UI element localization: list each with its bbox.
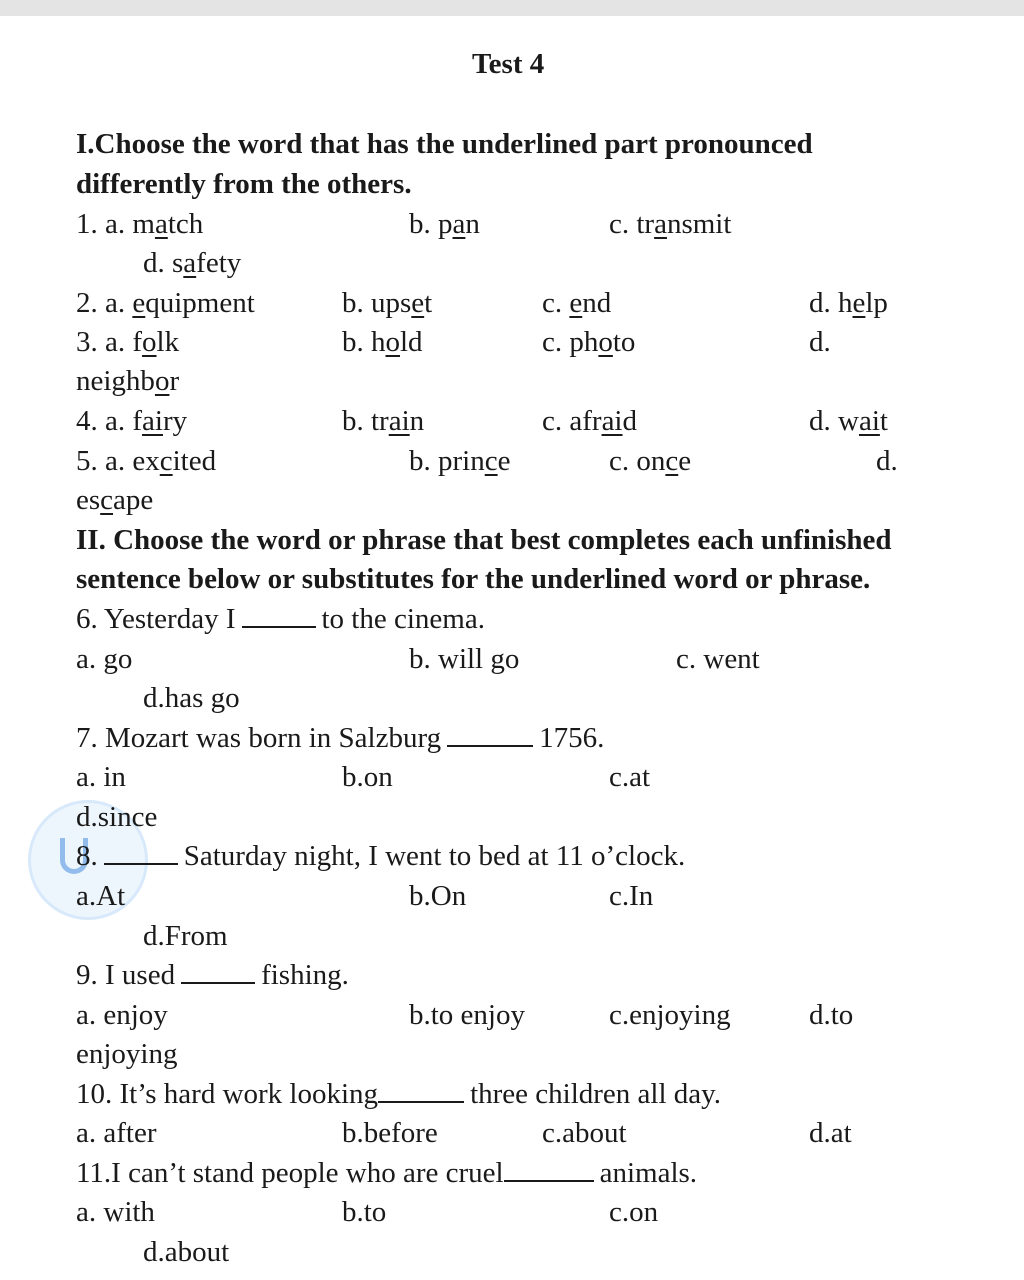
q7-option-b: b.on [342, 761, 393, 793]
q8-option-b: b.On [409, 880, 467, 912]
q6-option-c: c. went [676, 643, 760, 675]
q8-stem: 8. Saturday night, I went to bed at 11 o’clock. [76, 840, 686, 872]
q4-option-a: 4. a. fairy [76, 405, 188, 437]
q3-option-d-label: d. [809, 326, 831, 358]
q2-option-a: 2. a. equipment [76, 287, 255, 319]
q4-option-d: d. wait [809, 405, 888, 437]
q11-option-a: a. with [76, 1196, 155, 1228]
section1-heading-line1: I.Choose the word that has the underlined part pronounced [76, 128, 813, 160]
q5-option-d-label: d. [876, 445, 898, 477]
q3-option-b: b. hold [342, 326, 423, 358]
q1-option-c: c. transmit [609, 208, 732, 240]
q9-option-a: a. enjoy [76, 999, 168, 1031]
q8-option-d: d.From [143, 920, 228, 952]
q9-stem: 9. I used fishing. [76, 959, 349, 991]
q3-option-a: 3. a. folk [76, 326, 180, 358]
q1-option-a: 1. a. match [76, 208, 204, 240]
q1-option-d: d. safety [143, 247, 242, 279]
q8-option-a: a.At [76, 880, 126, 912]
q11-stem: 11.I can’t stand people who are cruel animals. [76, 1157, 698, 1189]
q6-option-a: a. go [76, 643, 133, 675]
q11-option-c: c.on [609, 1196, 659, 1228]
section1-heading-line2: differently from the others. [76, 168, 412, 200]
q7-stem: 7. Mozart was born in Salzburg 1756. [76, 722, 605, 754]
q2-option-d: d. help [809, 287, 888, 319]
q4-option-b: b. train [342, 405, 425, 437]
q2-option-b: b. upset [342, 287, 433, 319]
q6-option-d: d.has go [143, 682, 240, 714]
q9-blank [181, 982, 255, 984]
q10-stem: 10. It’s hard work looking three children all day. [76, 1078, 722, 1110]
q5-option-d: escape [76, 484, 154, 516]
section2-heading-line2: sentence below or substitutes for the underlined word or phrase. [76, 563, 871, 595]
q9-option-c: c.enjoying [609, 999, 731, 1031]
q6-blank [242, 626, 316, 628]
q9-option-b: b.to enjoy [409, 999, 525, 1031]
q3-option-c: c. photo [542, 326, 636, 358]
q9-option-d-wrap: enjoying [76, 1038, 178, 1070]
q5-option-b: b. prince [409, 445, 511, 477]
q7-option-d: d.since [76, 801, 158, 833]
q5-option-c: c. once [609, 445, 692, 477]
q10-blank [378, 1101, 464, 1103]
q7-option-c: c.at [609, 761, 651, 793]
q10-option-c: c.about [542, 1117, 627, 1149]
q3-option-d: neighbor [76, 365, 180, 397]
q8-option-c: c.In [609, 880, 654, 912]
q9-option-d: d.to [809, 999, 854, 1031]
q10-option-b: b.before [342, 1117, 438, 1149]
q7-blank [447, 745, 533, 747]
q2-option-c: c. end [542, 287, 612, 319]
q11-option-d: d.about [143, 1236, 230, 1268]
q11-blank [504, 1180, 594, 1182]
q8-blank [104, 863, 178, 865]
q10-option-d: d.at [809, 1117, 852, 1149]
page-title: Test 4 [472, 48, 545, 80]
q6-stem: 6. Yesterday I to the cinema. [76, 603, 485, 635]
q7-option-a: a. in [76, 761, 126, 793]
q6-option-b: b. will go [409, 643, 520, 675]
q11-option-b: b.to [342, 1196, 387, 1228]
q10-option-a: a. after [76, 1117, 157, 1149]
q4-option-c: c. afraid [542, 405, 637, 437]
q1-option-b: b. pan [409, 208, 480, 240]
section2-heading-line1: II. Choose the word or phrase that best completes each unfinished [76, 524, 892, 556]
q5-option-a: 5. a. excited [76, 445, 217, 477]
